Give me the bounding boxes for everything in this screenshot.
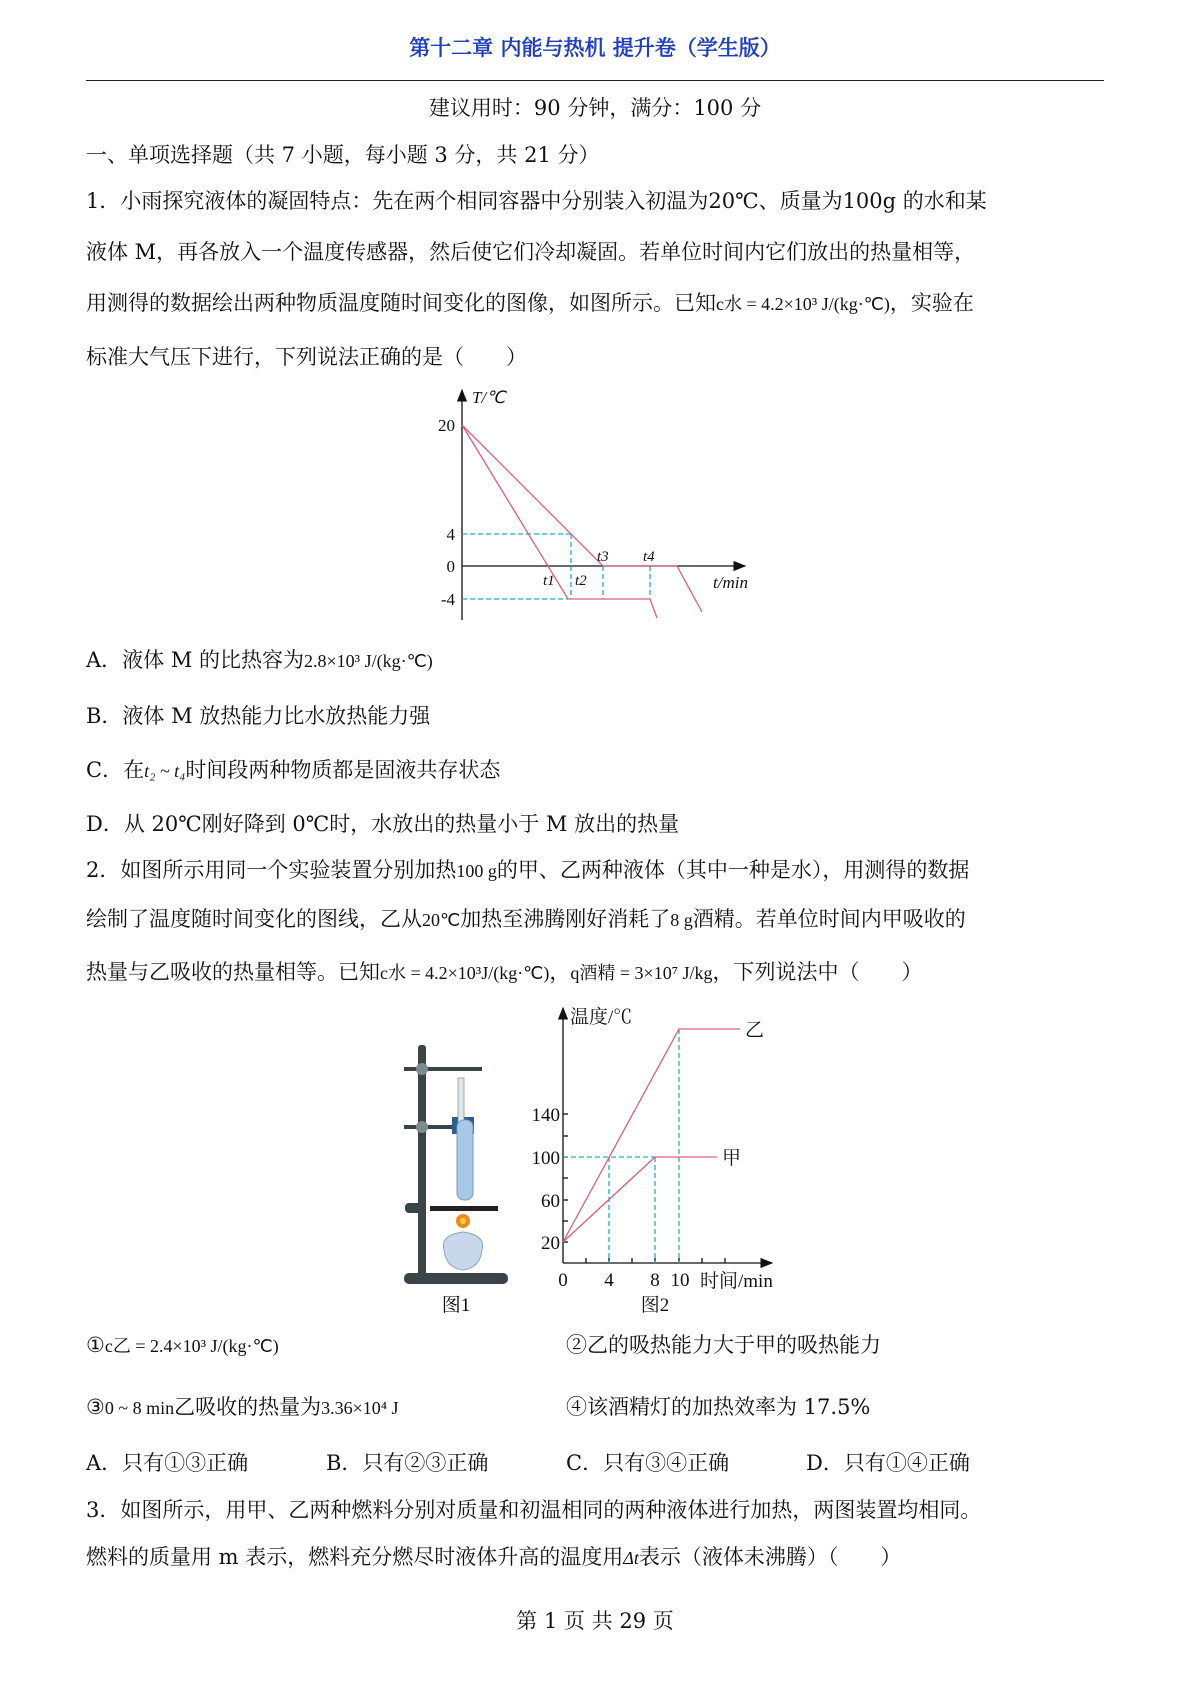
text: ，实验在 [889, 291, 974, 315]
text: A．液体 M 的比热容为 [86, 648, 305, 672]
series-yi [563, 1029, 740, 1242]
text: 用测得的数据绘出两种物质温度随时间变化的图像，如图所示。已知 [86, 291, 716, 315]
q1-line2: 液体 M，再各放入一个温度传感器，然后使它们冷却凝固。若单位时间内它们放出的热量相等， [86, 240, 976, 264]
series-label-jia: 甲 [722, 1148, 742, 1169]
x-axis-label: t/min [713, 573, 748, 592]
text: 燃料的质量用 m 表示，燃料充分燃尽时液体升高的温度用 [86, 1545, 624, 1569]
q3-line1: 3．如图所示，用甲、乙两种燃料分别对质量和初温相同的两种液体进行加热，两图装置均相同。 [86, 1498, 982, 1522]
ticks [563, 1114, 725, 1263]
q1-line1: 1．小雨探究液体的凝固特点：先在两个相同容器中分别装入初温为20℃、质量为100g 的水和某 [86, 189, 987, 213]
text: 2．如图所示用同一个实验装置分别加热 [86, 858, 457, 882]
heating-apparatus-illustration [404, 1045, 508, 1316]
q2-statement-4: ④该酒精灯的加热效率为 17.5% [566, 1395, 871, 1419]
formula: 8 g [670, 910, 693, 930]
q2-statement-2: ②乙的吸热能力大于甲的吸热能力 [566, 1333, 881, 1357]
text: 的甲、乙两种液体（其中一种是水），用测得的数据 [496, 858, 970, 882]
q2-option-b: B．只有②③正确 [326, 1451, 489, 1475]
t-label: t1 [543, 573, 555, 589]
q1-option-d: D．从 20℃刚好降到 0℃时，水放出的热量小于 M 放出的热量 [86, 812, 680, 836]
y-tick: 20 [438, 416, 455, 435]
text: 绘制了温度随时间变化的图线，乙从 [86, 907, 422, 931]
figure-2-caption: 图2 [640, 1295, 670, 1316]
text: ，下列说法中（ ） [712, 960, 923, 984]
text: 乙吸收的热量为 [174, 1395, 322, 1419]
q1-option-b: B．液体 M 放热能力比水放热能力强 [86, 704, 431, 728]
y-axis-label: 温度/℃ [570, 1007, 633, 1028]
y-tick: 140 [531, 1105, 560, 1126]
formula: q酒精 = 3×10⁷ J/kg [570, 963, 713, 983]
section-heading: 一、单项选择题（共 7 小题，每小题 3 分，共 21 分） [86, 143, 600, 167]
formula: c水 = 4.2×10³ J/(kg·℃) [716, 294, 890, 314]
text: 热量与乙吸收的热量相等。已知 [86, 960, 380, 984]
t-label: t2 [575, 573, 587, 589]
subtitle: 建议用时：90 分钟，满分：100 分 [428, 96, 762, 120]
t-label: t3 [597, 549, 609, 565]
x-tick: 4 [604, 1270, 614, 1291]
document-title: 第十二章 内能与热机 提升卷（学生版） [409, 35, 781, 60]
q2-option-a: A．只有①③正确 [86, 1451, 249, 1475]
t-label: t4 [643, 549, 655, 565]
q2-option-c: C．只有③④正确 [566, 1451, 730, 1475]
y-tick: 20 [541, 1233, 560, 1254]
q2-option-d: D．只有①④正确 [806, 1451, 970, 1475]
text: 加热至沸腾刚好消耗了 [460, 907, 671, 931]
text: ③ [86, 1395, 105, 1419]
q1-cooling-graph [438, 388, 748, 620]
y-tick: -4 [440, 590, 455, 609]
formula: Δt [623, 1548, 639, 1568]
y-tick: 60 [541, 1191, 560, 1212]
y-tick: 0 [446, 557, 455, 576]
y-tick: 4 [446, 525, 455, 544]
page-footer: 第 1 页 共 29 页 [516, 1609, 674, 1633]
x-tick: 10 [670, 1270, 690, 1291]
y-axis-label: T/℃ [472, 388, 506, 407]
formula: 0 ~ 8 min [104, 1398, 175, 1418]
text: 表示（液体未沸腾）（ ） [638, 1545, 902, 1569]
formula: 100 g [456, 861, 497, 881]
y-tick: 100 [531, 1148, 560, 1169]
formula: 3.36×10⁴ J [321, 1398, 399, 1418]
formula: 2.8×10³ J/(kg·℃) [304, 651, 433, 671]
series-label-yi: 乙 [745, 1020, 765, 1041]
formula: c水 = 4.2×10³J/(kg·℃) [380, 963, 550, 983]
text: 酒精。若单位时间内甲吸收的 [692, 907, 966, 931]
figure-1-caption: 图1 [441, 1295, 471, 1316]
formula: t₂ ~ t₄ [144, 761, 186, 781]
x-axis-label: 时间/min [700, 1271, 773, 1292]
formula: c乙 = 2.4×10³ J/(kg·℃) [104, 1336, 279, 1356]
text: ， [549, 960, 571, 984]
q2-heating-graph [532, 1006, 774, 1316]
text: C．在 [86, 758, 145, 782]
text: 时间段两种物质都是固液共存状态 [185, 758, 501, 782]
guide-lines [563, 1029, 679, 1263]
text: ① [86, 1333, 105, 1357]
x-tick: 8 [650, 1270, 660, 1291]
x-tick: 0 [558, 1270, 568, 1291]
q1-line4: 标准大气压下进行，下列说法正确的是（ ） [86, 345, 527, 369]
formula: 20℃ [422, 910, 461, 930]
